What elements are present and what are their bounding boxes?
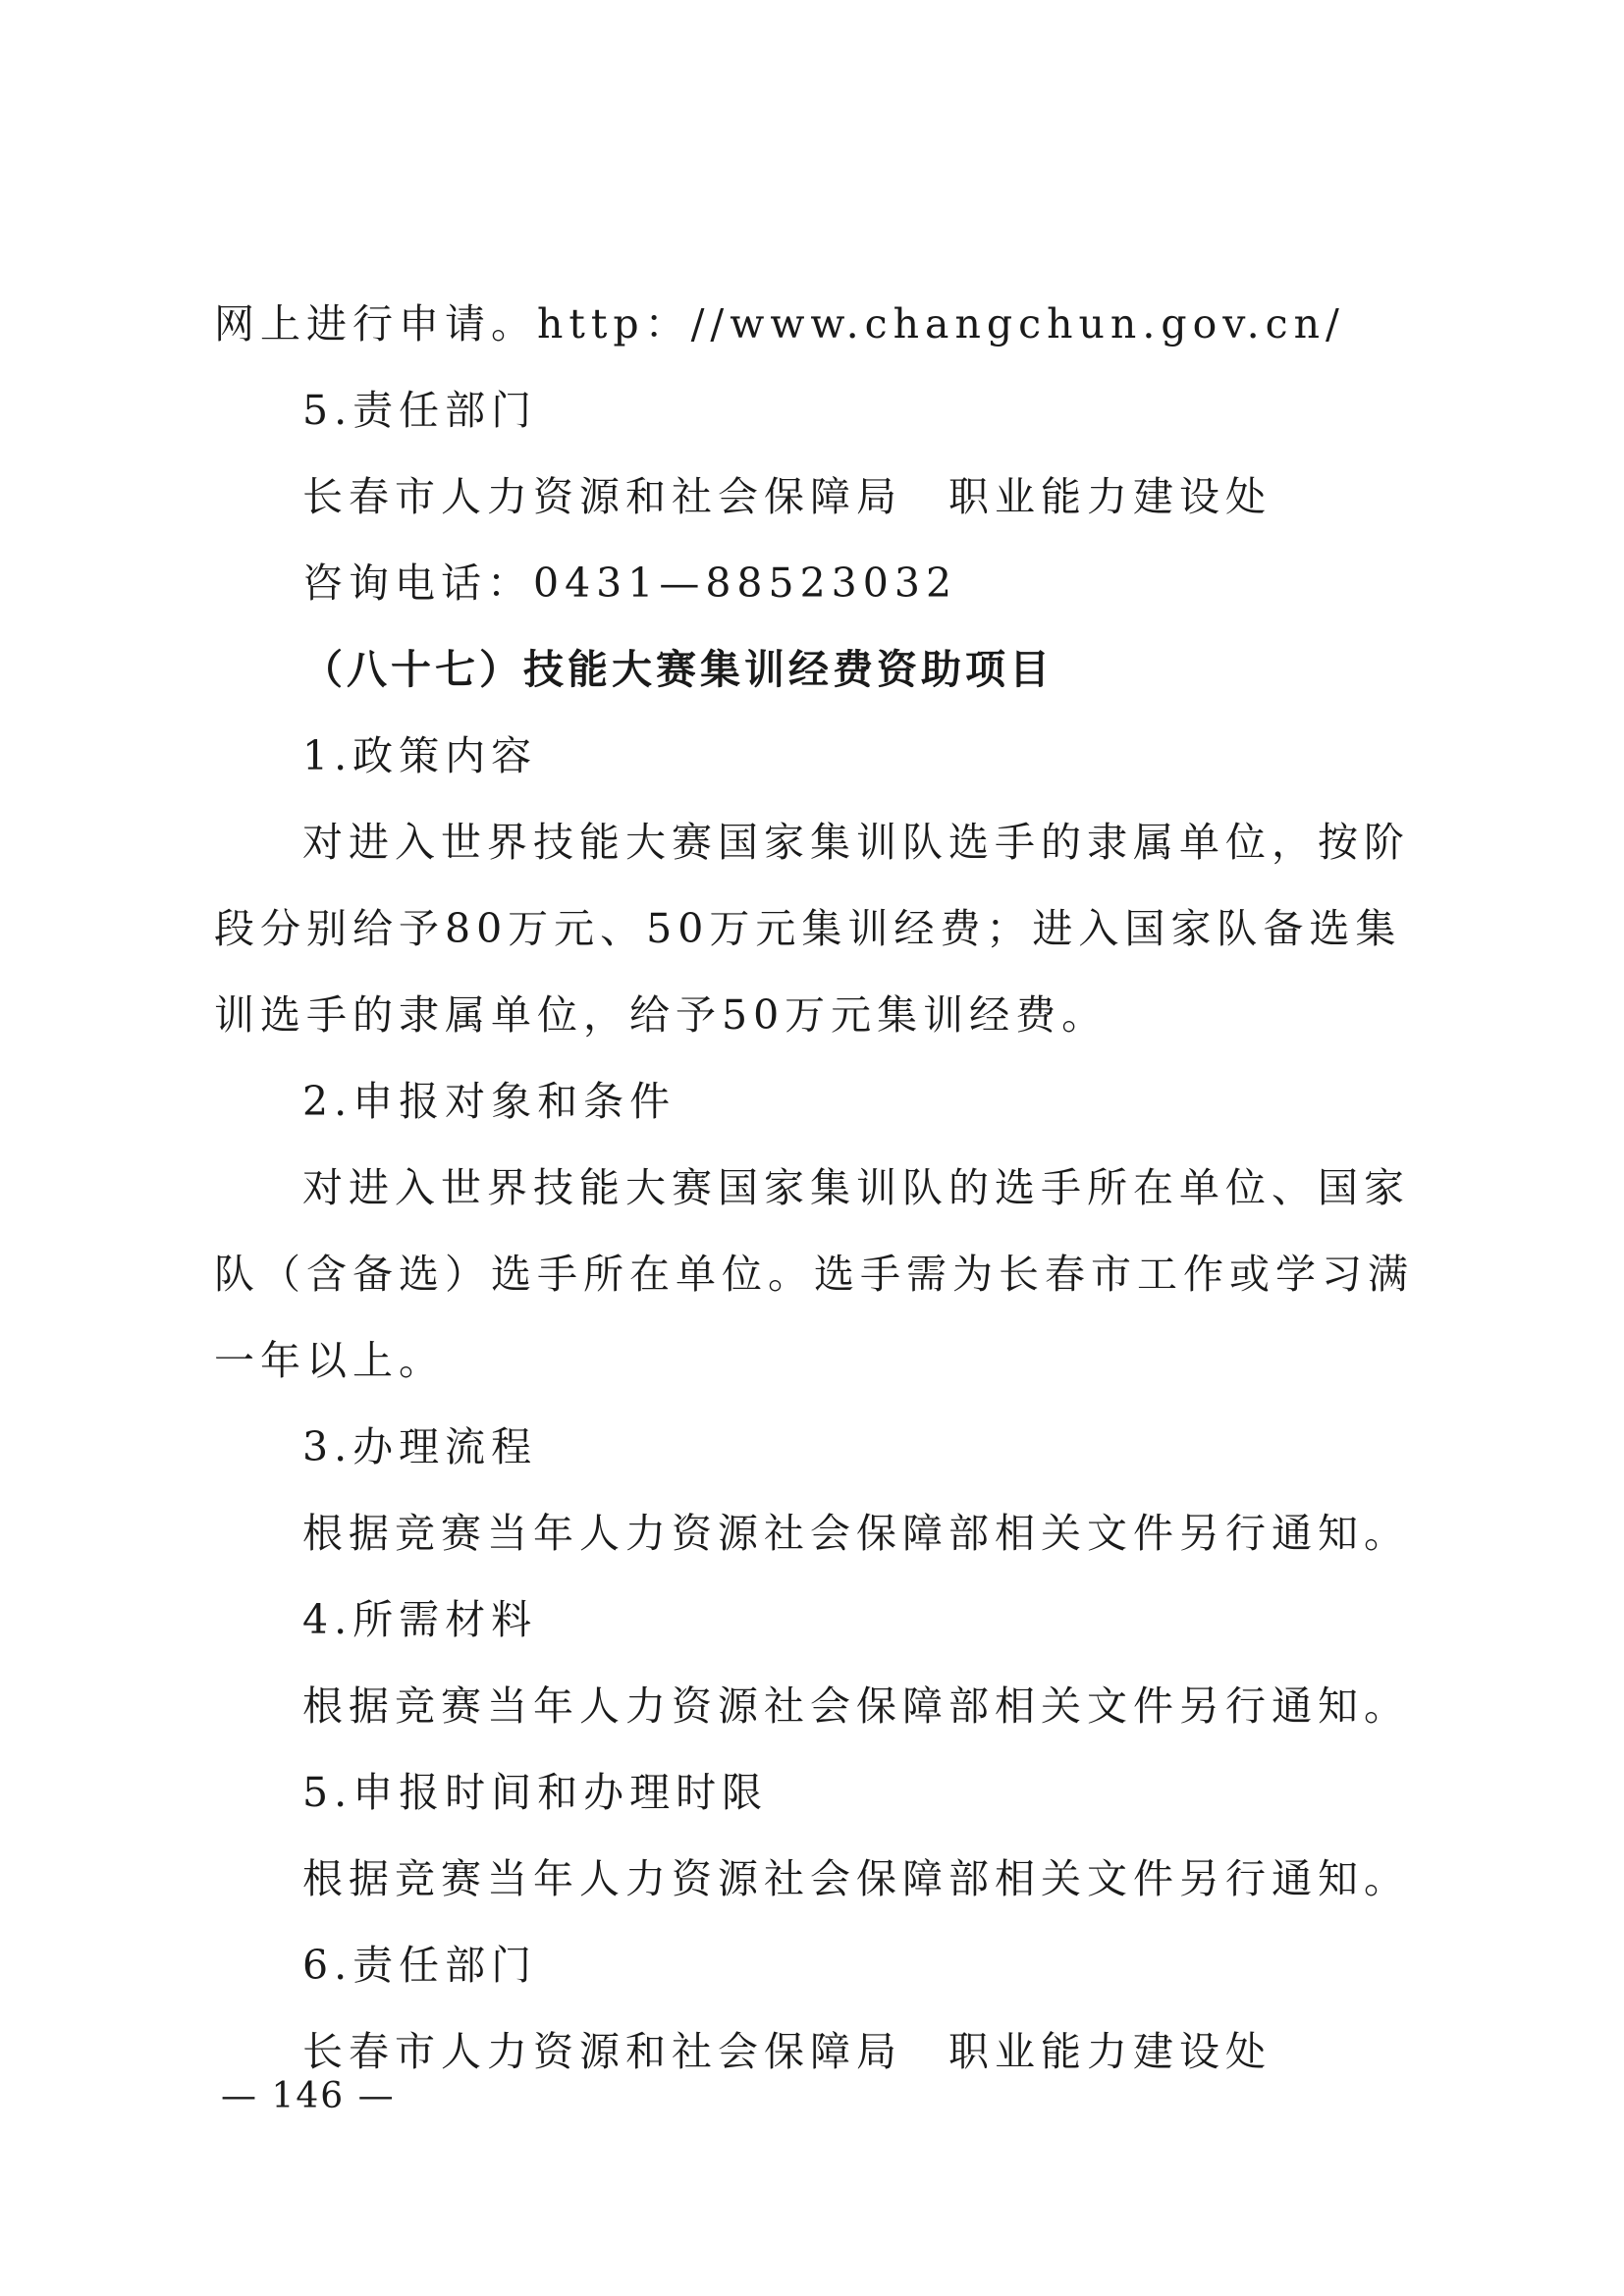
text-line-phone: 咨询电话：0431—88523032	[302, 560, 958, 607]
paragraph-line: 队（含备选）选手所在单位。选手需为长春市工作或学习满	[214, 1251, 1414, 1298]
paragraph-line: 根据竞赛当年人力资源社会保障部相关文件另行通知。	[302, 1855, 1410, 1902]
section-heading-process: 3.办理流程	[302, 1423, 538, 1470]
text-line-application-url: 网上进行申请。http：//www.changchun.gov.cn/	[214, 300, 1345, 347]
section-heading-responsible-dept: 5.责任部门	[302, 387, 538, 434]
paragraph-line: 训选手的隶属单位，给予50万元集训经费。	[214, 991, 1109, 1039]
section-heading-responsible-dept: 6.责任部门	[302, 1942, 538, 1989]
paragraph-line: 根据竞赛当年人力资源社会保障部相关文件另行通知。	[302, 1510, 1410, 1557]
text-line-department: 长春市人力资源和社会保障局 职业能力建设处	[302, 473, 1272, 520]
section-heading-policy-content: 1.政策内容	[302, 732, 538, 779]
item-heading-87: （八十七）技能大赛集训经费资助项目	[302, 646, 1054, 693]
section-heading-materials: 4.所需材料	[302, 1596, 538, 1643]
paragraph-line: 段分别给予80万元、50万元集训经费；进入国家队备选集	[214, 905, 1402, 952]
section-heading-timing: 5.申报时间和办理时限	[302, 1769, 769, 1816]
paragraph-line: 一年以上。	[214, 1337, 445, 1384]
paragraph-line: 根据竞赛当年人力资源社会保障部相关文件另行通知。	[302, 1682, 1410, 1730]
paragraph-line: 对进入世界技能大赛国家集训队的选手所在单位、国家	[302, 1164, 1410, 1211]
text-line-department: 长春市人力资源和社会保障局 职业能力建设处	[302, 2028, 1272, 2075]
page-number: — 146 —	[221, 2076, 396, 2116]
paragraph-line: 对进入世界技能大赛国家集训队选手的隶属单位，按阶	[302, 819, 1410, 866]
section-heading-eligibility: 2.申报对象和条件	[302, 1078, 677, 1125]
